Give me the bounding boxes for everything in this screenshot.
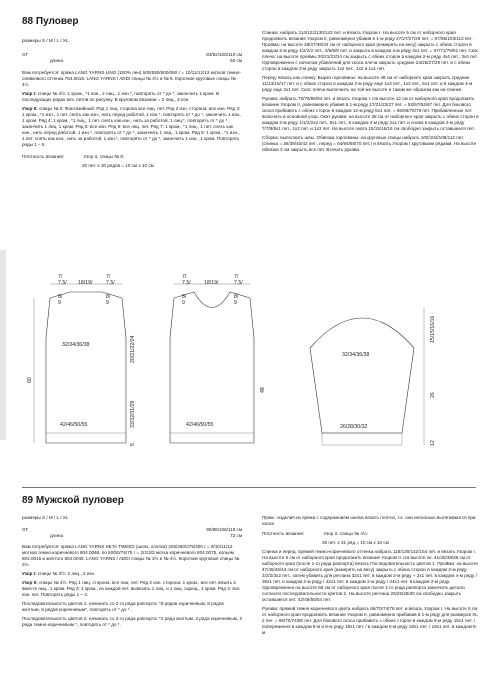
assembly-instructions-88: Сборка: выполнить швы. Обвязка горловины: на круговые спицы набрать 100/104/108/112 пет. (спинка = 36/38/40/42 пет., перед = 64/66/68/70 пет.) и вязать Узором I круговыми рядами. На высоте обвязки 3 см закрыть все пет. Втачать рукава.	[262, 135, 477, 152]
og-label-89: ОГ	[22, 527, 29, 532]
back-s2b: 9	[106, 300, 109, 306]
pattern-89-title: 89 Мужской пуловер	[22, 495, 124, 506]
back-length: 60	[27, 377, 33, 383]
length-value-89: 72 см	[230, 533, 242, 538]
length-label-88: длина	[50, 58, 64, 63]
length-row-89	[22, 533, 242, 539]
front-top2b: 7.5/	[234, 280, 243, 286]
og-value-89: 90/98/106/116 см	[206, 527, 242, 532]
density-value-88: 20 пет. х 30 рядов = 10 см х 10 см	[82, 163, 154, 168]
pattern-89-right-column	[262, 515, 480, 639]
color-sequence-1: Последовательность цветов 1: начинать со 2-го ряда раппорта: *8 рядов коричневым, 8 рядов желтым, 8 рядов коричневым*, повторять от * до *.	[22, 601, 224, 612]
pattern2-label-89: Узор II:	[22, 580, 38, 585]
sleeve-width: 32/34/36/38	[342, 352, 370, 358]
pattern2-label-88: Узор II:	[22, 106, 38, 111]
section-divider	[22, 487, 476, 488]
pattern-89-left-column	[22, 515, 242, 631]
sleeve-cuff: 26/28/30/32	[340, 424, 368, 430]
back-top1: 7/	[58, 274, 63, 280]
length-value-88: 60 см	[230, 58, 242, 63]
front-instructions-88: Перед: вязать как спинку. Вырез горловины: на высоте 48 см от наборного края закрыть средние 11/13/15/17 пет. и с обеих сторон в каждом 2-м ряду еще 1х3 пет., 1х2 пет., 5х1 пет. и в каждом 4-м ряду еще 2х1 пет. Скос плеча выполнить на той же высоте и таким же образом как на спинке.	[262, 75, 473, 92]
pattern-88-right-column	[262, 30, 480, 156]
color-sequence-2: Последовательность цветов 2: начинать со 2-го ряда раппорта: *2 ряда желтым, 2 ряда коричневым, 2 ряда темно-коричневым *, повторять от * до *.	[22, 616, 243, 627]
back-s1b: 9	[58, 300, 61, 306]
sleeve-cap: 15/15/16/16	[430, 315, 436, 343]
pattern1-label-89: Узор I:	[22, 571, 37, 576]
front-schematic	[170, 274, 266, 443]
back-mid: 18/19/	[78, 280, 93, 286]
body-instructions-89: Спинка и перед: пряжей темно-коричневого оттенка набрать 118/130/142/154 пет. и вязать Узором I. На высоте 5 см от наборного края продолжить вязание Узором II. На высоте ок. 41/40/38/36 см от наборного края (после 1-го ряда раппорта) вязать Последовательность цветов 1. Пройма: на высоте 47/46/46/44 см от наборного края (измерять на весу) закрыть с обеих сторон в каждом 2-м ряду 2/2/2/3х2 пет., затем убавить для реглана 32х1 пет. в каждом 2-м ряду + 2х1 пет. в каждом 4-м ряду / 38х1 пет. в каждом 2-м ряду / 42х1 пет. в каждом 2-м ряду / 44х1 пет. в каждом 2-м ряду. Одновременно на высоте 58 см от наборного края после 1-го ряда раппорта закончить детали согласно последовательности цветов 2. На высоте реглана 25/26/28/30 см свободно закрыть оставшиеся пет. 42/46/50/54 пет.	[262, 549, 478, 602]
front-bottom: 42/46/50/55	[186, 422, 214, 428]
length-label-89: длина	[50, 533, 64, 538]
sizes-88: размеры S / M / L / XL	[22, 38, 69, 43]
back-width: 32/34/36/38	[62, 342, 90, 348]
pattern1-label-88: Узор I:	[22, 91, 37, 96]
page-edge-strip	[0, 250, 6, 440]
density-label-88: Плотность вязания:	[22, 154, 65, 159]
density-value-89: 26 пет. х 31 ряд = 10 см х 10 см	[322, 540, 389, 545]
note-89: Прим.: изделия из пряжи с содержанием шелка вязать плотно, т.к. они несколько вытягиваются при носке.	[262, 515, 476, 526]
front-top1: 7/	[182, 274, 187, 280]
pattern-88-title: 88 Пуловер	[22, 16, 79, 27]
pattern1-text-88: спицы № 4½: 1 кром., *1 изн., 2 лиц., 1 изн.*, повторять от * до *, закончить 1 кром. В последующих рядах вяз. петли по рисунку. В круговом вязании = 2 лиц., 2 изн.	[22, 91, 220, 102]
density-pattern-89: Узор II, спицы № 4½:	[323, 531, 369, 536]
og-label-88: ОГ	[22, 52, 29, 57]
back-s2: 8/	[106, 294, 111, 300]
back-schematic	[27, 274, 136, 446]
back-side: 33/32/31/29	[130, 400, 136, 428]
back-top2b: 7.5/	[106, 280, 115, 286]
pattern1-text-89: спицы № 3½: 2 лиц., 2 изн.	[37, 571, 96, 576]
materials-88: Вам потребуется: пряжа LANG YARNS LINO (100% лен) 500/550/600/650 г = 10/11/12/13 мотков темно-оливкового оттенка 784.0015. LANG YARNS / ADDI спицы № 4½ и № 6. Короткие круговые спицы № 4½.	[22, 70, 242, 87]
materials-89: Вам потребуется: пряжа LANG YARNS SETA TWEED (шелк, хлопок) 225/250/275/300 г = 9/10/11/12 мотков темно-коричневого 804.0068, по 50/50/75/75 г = 2/2/3/3 мотка коричневого 804.0075, копьем 804.0015 и желтого 804.0049. LANG YARNS / ADDI спицы № 3½ и № 4½. Короткие круговые спицы № 3½.	[22, 544, 240, 567]
pullover-88-schematic	[22, 268, 477, 468]
density-label-89: Плотность вязания:	[262, 531, 305, 536]
front-top2: 7/	[234, 274, 239, 280]
back-instructions-88: Спинка: набрать 114/122/130/142 пет. и вязать Узором I. На высоте 5 см от наборного края продолжить вязание Узором II, равномерно убавив в 1-м ряду 27/27/27/29 пет. = 87/95/103/113 пет. Пройма: на высоте 38/37/36/34 см от наборного края (измерять на весу) закрыть с обеих сторон в каждом 2-м ряду 1/2/2/2 пет., 4/6/6/8 пет. и закрыть в каждом 4-м ряду 4х1 пет. = 67/71/75/81 пет. Скос плеча: на высоте проймы 20/21/22/24 см закрыть с обеих сторон в каждом 2-м ряду 4х4 пет., 3х4 пет. Одновременно с началом убавлений для скоса плеча закрыть средние 23/25/27/29 пет. и с обеих сторон в каждом 2-м ряду закрыть 1х2 пет., 1х2 и 1х1 пет.	[262, 30, 479, 71]
front-s2: 8/	[234, 294, 239, 300]
back-top1b: 7.5/	[58, 280, 67, 286]
front-top1b: 7.5/	[182, 280, 191, 286]
front-s2b: 9	[234, 300, 237, 306]
sleeve-rib: 12	[430, 440, 436, 446]
pattern-88-left-column	[22, 38, 242, 172]
front-mid: 18/19/	[204, 280, 219, 286]
back-top2: 7/	[106, 274, 111, 280]
sleeve-schematic	[310, 308, 436, 446]
density-pattern-88: Узор II, спицы № 6:	[83, 154, 125, 159]
sizes-89: размеры S / M / L / XL	[22, 515, 69, 520]
back-armhole: 20/21/22/24	[130, 335, 136, 363]
sleeve-side: 26	[430, 392, 436, 398]
back-s1: 8/	[58, 294, 63, 300]
og-value-88: 84/92/100/110 см	[206, 52, 242, 57]
pattern2-text-88: спицы № 6: Фантазийный: Ряд 1 лиц. сторона все лиц. пет. Ряд 2 изн. сторона: все изн. Ряд 3: 1 кром., *1 изн., 1 пет. снять как изн., нить перед работой, 1 изн.*, повторять от * до *, закончить 1 изн., 1 кром. Ряд 4: 1 кром., *1 лиц., 1 пет. снять как изн., нить за работой, 1 лиц.*, повторять от * до *, закончить 1 лиц. 1 кром. Ряд 5: все изн. Ряд 6: все лиц. пет. Ряд 7: 1 кром., *1 лиц., 1 пет. снять как изн., нить перед работой, 1 изн.*, повторять от * до *, закончить 1 лиц., 1 кром. Ряд 8: 1 кром., *1 изн., 1 пет. снять как изн., нить за работой, 1 изн.*, повторять от * до *, закончить 1 изн., 1 кром. Повторять ряды 1 – 8.	[22, 106, 242, 147]
front-s1: 8/	[182, 294, 187, 300]
length-row-88	[22, 58, 242, 64]
sleeve-instructions-89: Рукава: пряжей темно-коричневого цвета набрать 66/70/74/78 пет. и вязать Узором I. На высоте 5 см от наборного края продолжить вязание Узором II, равномерно прибавив в 1-м ряду для размеров XL 2 пет. = 66/70/74/80 пет. Для бокового скоса прибавить с обеих сторон в каждом 8-м ряду 15х1 пет. / попеременно в каждом 6-м и 8-м ряду 18х1 пет. / в каждом 6-м ряду 18х1 пет. / 19х1 пет. в каждом 6-м	[262, 606, 478, 635]
front-neck-depth: 48	[260, 387, 266, 393]
sleeve-instructions-88: Рукава: набрать 70/78/86/94 пет. и вязать Узором I. На высоте 12 см от наборного края продолжить вязание Узором II, равномерно убавив в 1-м ряду 17/21/23/27 пет. = 53/57/63/67 пет. Для бокового скоса прибавить с обеих сторон в каждом 12-м ряду 6х1 пет. = 65/69/75/79 пет. Прибавленные пет. включать в основной узор. Окат рукава: на высоте 38 см от наборного края закрыть с обеих сторон в каждом 2-м ряду 1/1/2/2х2 пет., 8х1 пет., в каждом 4-м ряду 2х1 пет. и снова в каждом 2-м ряду 7/7/8/8х1 пет., 1х2 пет. и 1х3 пет. На высоте оката 15/15/16/16 см свободно закрыть оставшиеся пет.	[262, 96, 479, 131]
pattern2-text-89: спицы № 4½: Ряд 1 лиц. сторона: все лиц. пет. Ряд 2 изн. сторона: 1 кром., все пет. вязать 2 вместе лиц., 1 кром. Ряд 3: 1 кром., из каждой пет. вывязать 1 лиц. и 1 лиц. скрещ., 1 кром. Ряд 4: все изн. пет. Повторять ряды 1 – 4.	[22, 580, 240, 597]
front-s1b: 9	[182, 300, 185, 306]
back-bottom: 42/46/50/55	[60, 422, 88, 428]
back-rib: 5	[130, 443, 136, 446]
